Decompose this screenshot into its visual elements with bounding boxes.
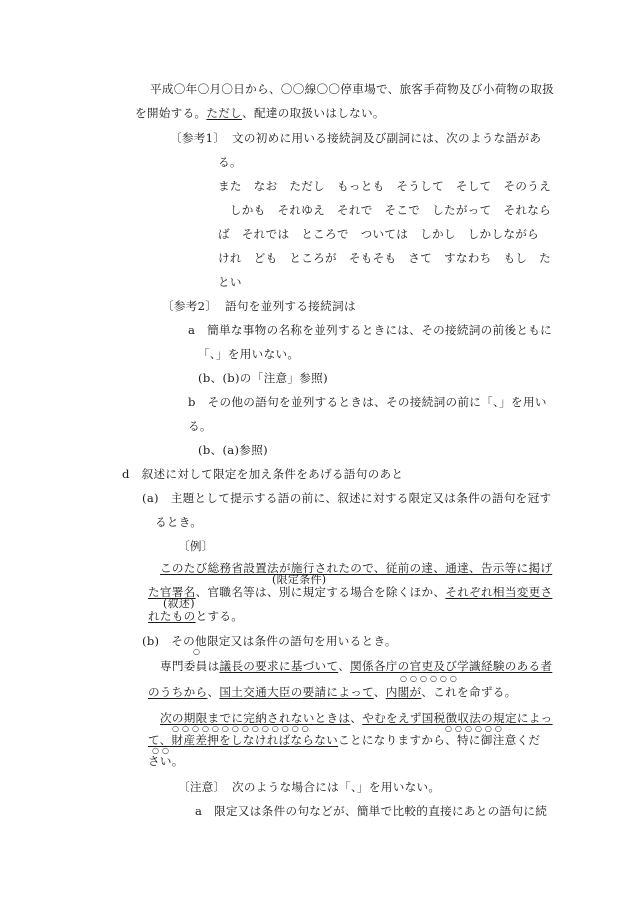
ref1-words-3: ば それでは ところで ついては しかし しかしながら (218, 227, 540, 241)
emphasis-dots: ○○ (152, 746, 172, 755)
ref2-a-line-1: a 簡単な事物の名称を並列するときには、その接続詞の前後ともに (188, 323, 553, 337)
example-line-2: た官署名、官職名等は、別に規定する場合を除くほか、それぞれ相当変更さ (148, 585, 553, 599)
intro-line-1: 平成〇年〇月〇日から、〇〇線〇〇停車場で、旅客手荷物及び小荷物の取扱 (150, 82, 555, 96)
ref2-a-ref: (b、(b)の「注意」参照) (198, 371, 328, 385)
sample-line-5: さい。 (148, 754, 184, 768)
example-note-condition: (限定条件) (272, 573, 327, 586)
example-line-3: れたものとする。 (148, 609, 244, 623)
ref1-words-2: しかも それゆえ それで そこで したがって それなら (218, 203, 552, 217)
ref1-words-4: けれ ども ところが そもそも さて すなわち もし た (218, 251, 552, 265)
ref1-words-1: また なお ただし もっとも そうして そして そのうえ (218, 179, 552, 193)
sample-line-2: のうちから、国土交通大臣の要請によって、内閣が、これを命ずる。 (148, 685, 517, 699)
emphasis-dots: ○○○○○○ (445, 724, 505, 733)
intro-line-2: を開始する。ただし、配達の取扱いはしない。 (135, 106, 385, 120)
emphasis-dots: ○ (193, 647, 203, 656)
ref1-label: 〔参考1〕 (170, 131, 226, 145)
emphasis-dots: ○○○○○○○○○○○○○○ (172, 724, 312, 733)
ref1-words-5: とい (218, 275, 242, 289)
ref2-b-line-2: る。 (188, 419, 212, 433)
d-b-line: (b) その他限定又は条件の語句を用いるとき。 (142, 634, 397, 648)
d-a-line-1: (a) 主題として提示する語の前に、叙述に対する限定又は条件の語句を冠す (142, 491, 552, 505)
tadashi-underlined: ただし (206, 106, 243, 120)
sample-line-3: 次の期限までに完納されないときは、やむをえず国税徴収法の規定によっ (160, 711, 553, 725)
ref2-a-line-2: 「、」を用いない。 (198, 347, 300, 361)
ref2-b-ref: (b、(a)参照) (198, 443, 268, 457)
example-label: 〔例〕 (178, 539, 214, 553)
ref2-title: 語句を並列する接続詞は (225, 299, 356, 313)
ref1-line-1: 文の初めに用いる接続詞及び副詞には、次のような語があ (232, 131, 542, 145)
sample-line-1: 専門委員は議長の要求に基づいて、関係各庁の官吏及び学識経験のある者 (160, 659, 553, 673)
caution-a: a 限定又は条件の句などが、簡単で比較的直接にあとの語句に続 (195, 804, 548, 818)
sample-line-4: て、財産差押をしなければならないことになりますから、特に御注意くだ (148, 733, 541, 747)
emphasis-dots: ○○○○○○ (400, 674, 460, 683)
caution-text: 次のような場合には「、」を用いない。 (232, 780, 441, 794)
caution-label: 〔注意〕 (178, 780, 226, 794)
d-a-line-2: るとき。 (155, 515, 203, 529)
ref2-label: 〔参考2〕 (162, 299, 218, 313)
ref1-line-2: る。 (218, 155, 242, 169)
example-line-1: このたび総務省設置法が施行されたので、従前の達、通達、告示等に掲げ (160, 561, 553, 575)
example-note-predicate: (叙述) (163, 597, 195, 610)
ref2-b-line-1: b その他の語句を並列するときは、その接続詞の前に「、」を用い (188, 395, 547, 409)
d-heading: d 叙述に対して限定を加え条件をあげる語句のあと (122, 467, 404, 481)
